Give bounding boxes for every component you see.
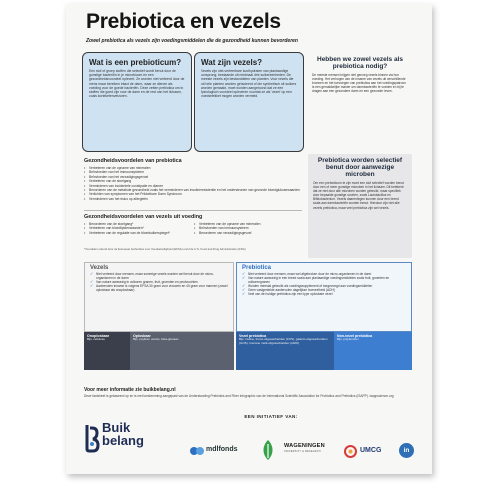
- tile-title: Onoplosbaar: [87, 334, 110, 338]
- page-title: Prebiotica en vezels: [86, 10, 281, 33]
- tile-text: Bijv. inuline, fructo-oligosachariden (FOS), galacto-oligosachariden (GOS), humane melk-oligosachariden (HMO): [239, 337, 328, 346]
- need-both-heading: Hebben we zowel vezels als prebiotica nodig?: [317, 56, 403, 70]
- list-item: • Verlichten van symptomen van het Prikkelbare Darm Syndroom: [84, 192, 302, 196]
- selective-use-heading: Prebiotica worden selectief benut door aanwezige microben: [317, 157, 403, 178]
- buikbelang-logo-text: [102, 421, 144, 447]
- initiative-label: EEN INITIATIEF VAN:: [244, 414, 298, 419]
- list-item: ✓ Van nature aanwezig in een breed scala aan plantaardige voedingsmiddelen zoals fruit, groenten en volkorengranen: [242, 276, 407, 284]
- prebiotica-compare-list: [237, 272, 411, 297]
- selective-use-text: Om een prebioticum te zijn moet een stof selectief worden benut door een of meer gunstige microben in het lichaam. Dit betekent dat ze niet door alle microben worden gebruikt, maar specifiek door bepaalde gunstige soorten, zoals Lactobacillus en Bifidobacterium. Vezels daarentegen kunnen door een breed scala aan darmbacteriën worden benut. Hierdoor zijn niet alle vezels prebiotica, maar veel prebiotica zijn wel vezels.: [313, 181, 404, 210]
- umcg-logo-text: UMCG: [360, 447, 382, 454]
- fiber-benefits-list-1: [84, 222, 194, 235]
- fiber-benefits-col-2: [194, 222, 302, 235]
- tile-title: Non-vezel prebiotica: [337, 334, 373, 338]
- tile-text: Bijv. polyfenolen: [337, 337, 359, 342]
- list-item: ✓ Niet verteerd door mensen, maar sommige vezels worden wel benut door de micro-organismen in de darm: [90, 272, 229, 280]
- tile-oplosbaar: [130, 332, 234, 370]
- fiber-benefits-footnote: *Voordelen erkend door de European Authorities voor Voedselveiligheid (EFSA) en/of de U.S. Food and Drug Administration (FDA): [84, 247, 246, 251]
- prebioticum-heading: Wat is een prebioticum?: [89, 58, 182, 67]
- buikbelang-logo: [84, 421, 146, 461]
- list-item: • Bevorderen van verzadigingsgevoel: [194, 231, 302, 235]
- fiber-benefits-list-2: [194, 222, 302, 235]
- mdlfonds-logo: [190, 444, 250, 458]
- wageningen-logo-icon: [256, 438, 280, 462]
- umcg-logo-icon: [344, 445, 357, 458]
- prebiotica-compare-panel: [236, 262, 412, 332]
- need-both-text: De meeste mensen krijgen niet genoeg vezels binnen via hun voeding. Het verhogen van de inname van vezels uit verschillende bronnen en het toevoegen van prebiotica aan het voedingspatroon is een gemakkelijke manier om darmbacteriën te voeden en bij te dragen aan een gezondere darm en een gezonder leven.: [312, 73, 406, 94]
- list-item: • Verminderen van het risico op allergieën: [84, 197, 302, 201]
- tile-text: Bijv. cellulose: [87, 337, 105, 342]
- logo-word-2: belang: [102, 433, 144, 448]
- vezels-heading: Wat zijn vezels?: [201, 58, 263, 67]
- divider: [84, 210, 302, 211]
- prebiotica-compare-heading: Prebiotica: [242, 265, 272, 271]
- credit-text: Deze factsheet is gebaseerd op en is met toestemming aangepast van de Understanding Prebiotics and Fiber infographic van de International Scientific Association for Probiotics and Prebiotics (ISAPP). isappscience.org: [84, 394, 394, 398]
- tile-vezel-prebiotica: [236, 332, 334, 370]
- fiber-benefits-heading: Gezondheidsvoordelen van vezels uit voeding: [84, 214, 203, 220]
- prebiotics-benefits-list-wrap: [84, 166, 302, 201]
- tile-title: Oplosbaar: [133, 334, 151, 338]
- tile-title: Vezel prebiotica: [239, 334, 267, 338]
- wageningen-logo-subtext: UNIVERSITY & RESEARCH: [284, 450, 321, 453]
- list-item: • Verbeteren van de opname van mineralen: [84, 166, 302, 170]
- list-item: • Verbeteren van de regulatie van de bloedsuikerspiegel*: [84, 231, 194, 235]
- need-both-section: [308, 54, 412, 150]
- list-item: ✓ Niet verteerd door mensen, maar wel afgebroken door de micro-organismen in de darm: [242, 272, 407, 276]
- list-item: • Verbeteren van de stoelgang: [84, 179, 302, 183]
- list-item: • Verminderen van incidentele constipatie en diarree: [84, 184, 302, 188]
- prebioticum-text: Een stof of groep stoffen die selectief wordt benut door de gunstige bacteriën in je microbioom en een gezondheidsvoordeel oplevert. Ze worden niet verteerd door de mens maar bereiken intact de darm, waar ze dienen als voeding voor de goede bacteriën. Deze zetten prebiotica om in stoffen die goed zijn voor de darm en de rest van het lichaam, zoals korteketenvetzuren.: [89, 69, 185, 99]
- list-item: • Beïnvloeden van immuunsysteem: [194, 226, 302, 230]
- tile-text: Bijv. psyllium vezels, bèta-glucaan: [133, 337, 179, 342]
- mdlfonds-logo-text: mdlfonds: [206, 446, 238, 453]
- list-item: ✓ Veel van de huidige prebiotica zijn een type oplosbare vezel: [242, 292, 407, 296]
- prebioticum-definition-box: [82, 52, 192, 152]
- selective-use-box: [308, 154, 412, 258]
- vezels-definition-box: [194, 52, 304, 152]
- prebiotics-benefits-list: [84, 166, 302, 201]
- logo-word-1: Buik: [102, 420, 131, 435]
- tile-non-vezel-prebiotica: [334, 332, 412, 370]
- wageningen-logo-text: WAGENINGEN: [284, 443, 325, 449]
- list-item: ✓ Van nature aanwezig in volkoren granen, fruit, groenten en peulvruchten: [90, 280, 229, 284]
- vezels-text: Vezels zijn niet-verteerbare koolhydraten van plantaardige oorsprong, bestaande uit minimaal drie suikereenheden. De meeste vezels zijn bestanddelen van planten. Voor vezels die uit hele planten worden geïsoleerd of die synthetisch uit suikers worden gemaakt, moet worden aangetoond dat ze een fysiologisch voordeel opleveren voordat ze als 'vezel' op een voedseletiket mogen worden vermeld.: [201, 69, 297, 99]
- list-item: • Bevorderen van de stoelgang*: [84, 222, 194, 226]
- linkedin-icon[interactable]: in: [399, 443, 414, 458]
- list-item: • Beïnvloeden van het immuunsysteem: [84, 170, 302, 174]
- more-info-link[interactable]: Voor meer informatie zie buikbelang.nl: [84, 387, 176, 393]
- list-item: • Verbeteren van de opname van mineralen: [194, 222, 302, 226]
- list-item: • Beïnvloeden van het verzadigingsgevoel: [84, 175, 302, 179]
- vezels-compare-list: [85, 272, 233, 292]
- vezels-compare-panel: [84, 262, 234, 332]
- vezels-compare-heading: Vezels: [90, 265, 109, 271]
- umcg-logo: [344, 445, 390, 459]
- list-item: ✓ Aanbevolen inname is volgens EFSA 30 gram voor vrouwen en 40 gram voor mannen (zowel oplosbaar als onoplosbaar): [90, 284, 229, 292]
- fiber-benefits-col-1: [84, 222, 194, 235]
- prebiotics-benefits-heading: Gezondheidsvoordelen van prebiotica: [84, 158, 182, 164]
- mdlfonds-logo-icon: [190, 445, 204, 457]
- factsheet-page: [66, 4, 432, 474]
- page-subtitle: Zowel prebiotica als vezels zijn voedingsmiddelen die de gezondheid kunnen bevorderen: [86, 38, 298, 44]
- tile-onoplosbaar: [84, 332, 130, 370]
- list-item: ✓ Worden meestal gebruikt als voedingssupplement of toegevoegd aan voedingsmiddelen: [242, 284, 407, 288]
- list-item: ✓ Geen vastgestelde aanbevolen dagelijkse hoeveelheid (ADH): [242, 288, 407, 292]
- list-item: • Verbeteren van bloedlipidenwaarden*: [84, 226, 194, 230]
- buikbelang-logo-icon: [84, 423, 100, 453]
- wageningen-logo: [256, 436, 338, 464]
- list-item: • Bevorderen van de metabole gezondheid zoals het verminderen van insulineresistentie en het ondersteunen van gezonde bloedglukosewaarden: [84, 188, 302, 192]
